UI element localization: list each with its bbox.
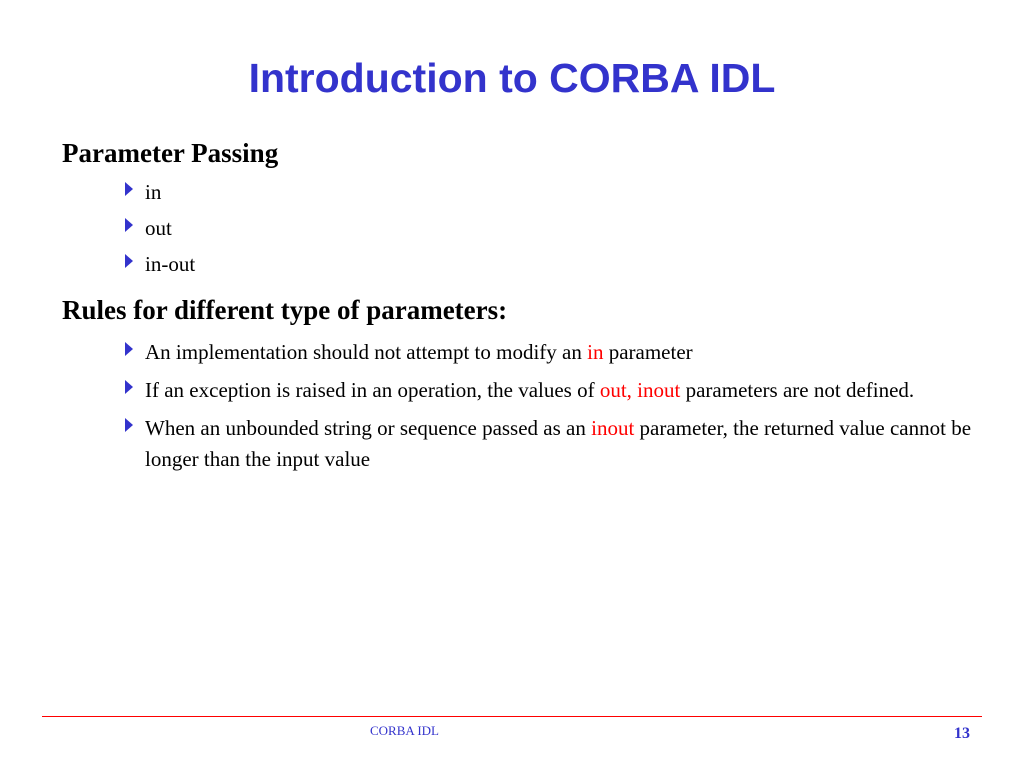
rules-list (62, 337, 972, 475)
highlight-keyword: in (587, 340, 604, 364)
list-item (62, 177, 972, 208)
slide-content (62, 136, 972, 482)
list-item (62, 337, 972, 368)
list-item (62, 249, 972, 280)
bullet-triangle-icon (125, 342, 133, 356)
bullet-triangle-icon (125, 418, 133, 432)
slide-title: Introduction to CORBA IDL (248, 55, 776, 101)
list-item (62, 213, 972, 244)
list-item-text: out (145, 216, 172, 240)
bullet-triangle-icon (125, 380, 133, 394)
list-item (62, 375, 972, 406)
footer-label: CORBA IDL (370, 723, 439, 738)
bullet-triangle-icon (125, 254, 133, 268)
list-item-text: in (145, 180, 162, 204)
parameter-passing-list (62, 177, 972, 280)
section-heading-parameter-passing: Parameter Passing (62, 138, 279, 168)
rule-text: An implementation should not attempt to modify an in parameter (145, 340, 693, 364)
list-item-text: in-out (145, 252, 196, 276)
highlight-keyword: inout (591, 416, 635, 440)
page-number: 13 (954, 725, 970, 742)
rule-text: When an unbounded string or sequence passed as an inout parameter, the returned value cannot be longer than the input value (145, 416, 972, 471)
list-item (62, 413, 972, 475)
section-heading-rules: Rules for different type of parameters: (62, 295, 508, 325)
bullet-triangle-icon (125, 218, 133, 232)
rule-text: If an exception is raised in an operation, the values of out, inout parameters are not defined. (145, 378, 915, 402)
highlight-keyword: out, inout (599, 378, 681, 402)
bullet-triangle-icon (125, 182, 133, 196)
footer-divider (42, 716, 982, 717)
